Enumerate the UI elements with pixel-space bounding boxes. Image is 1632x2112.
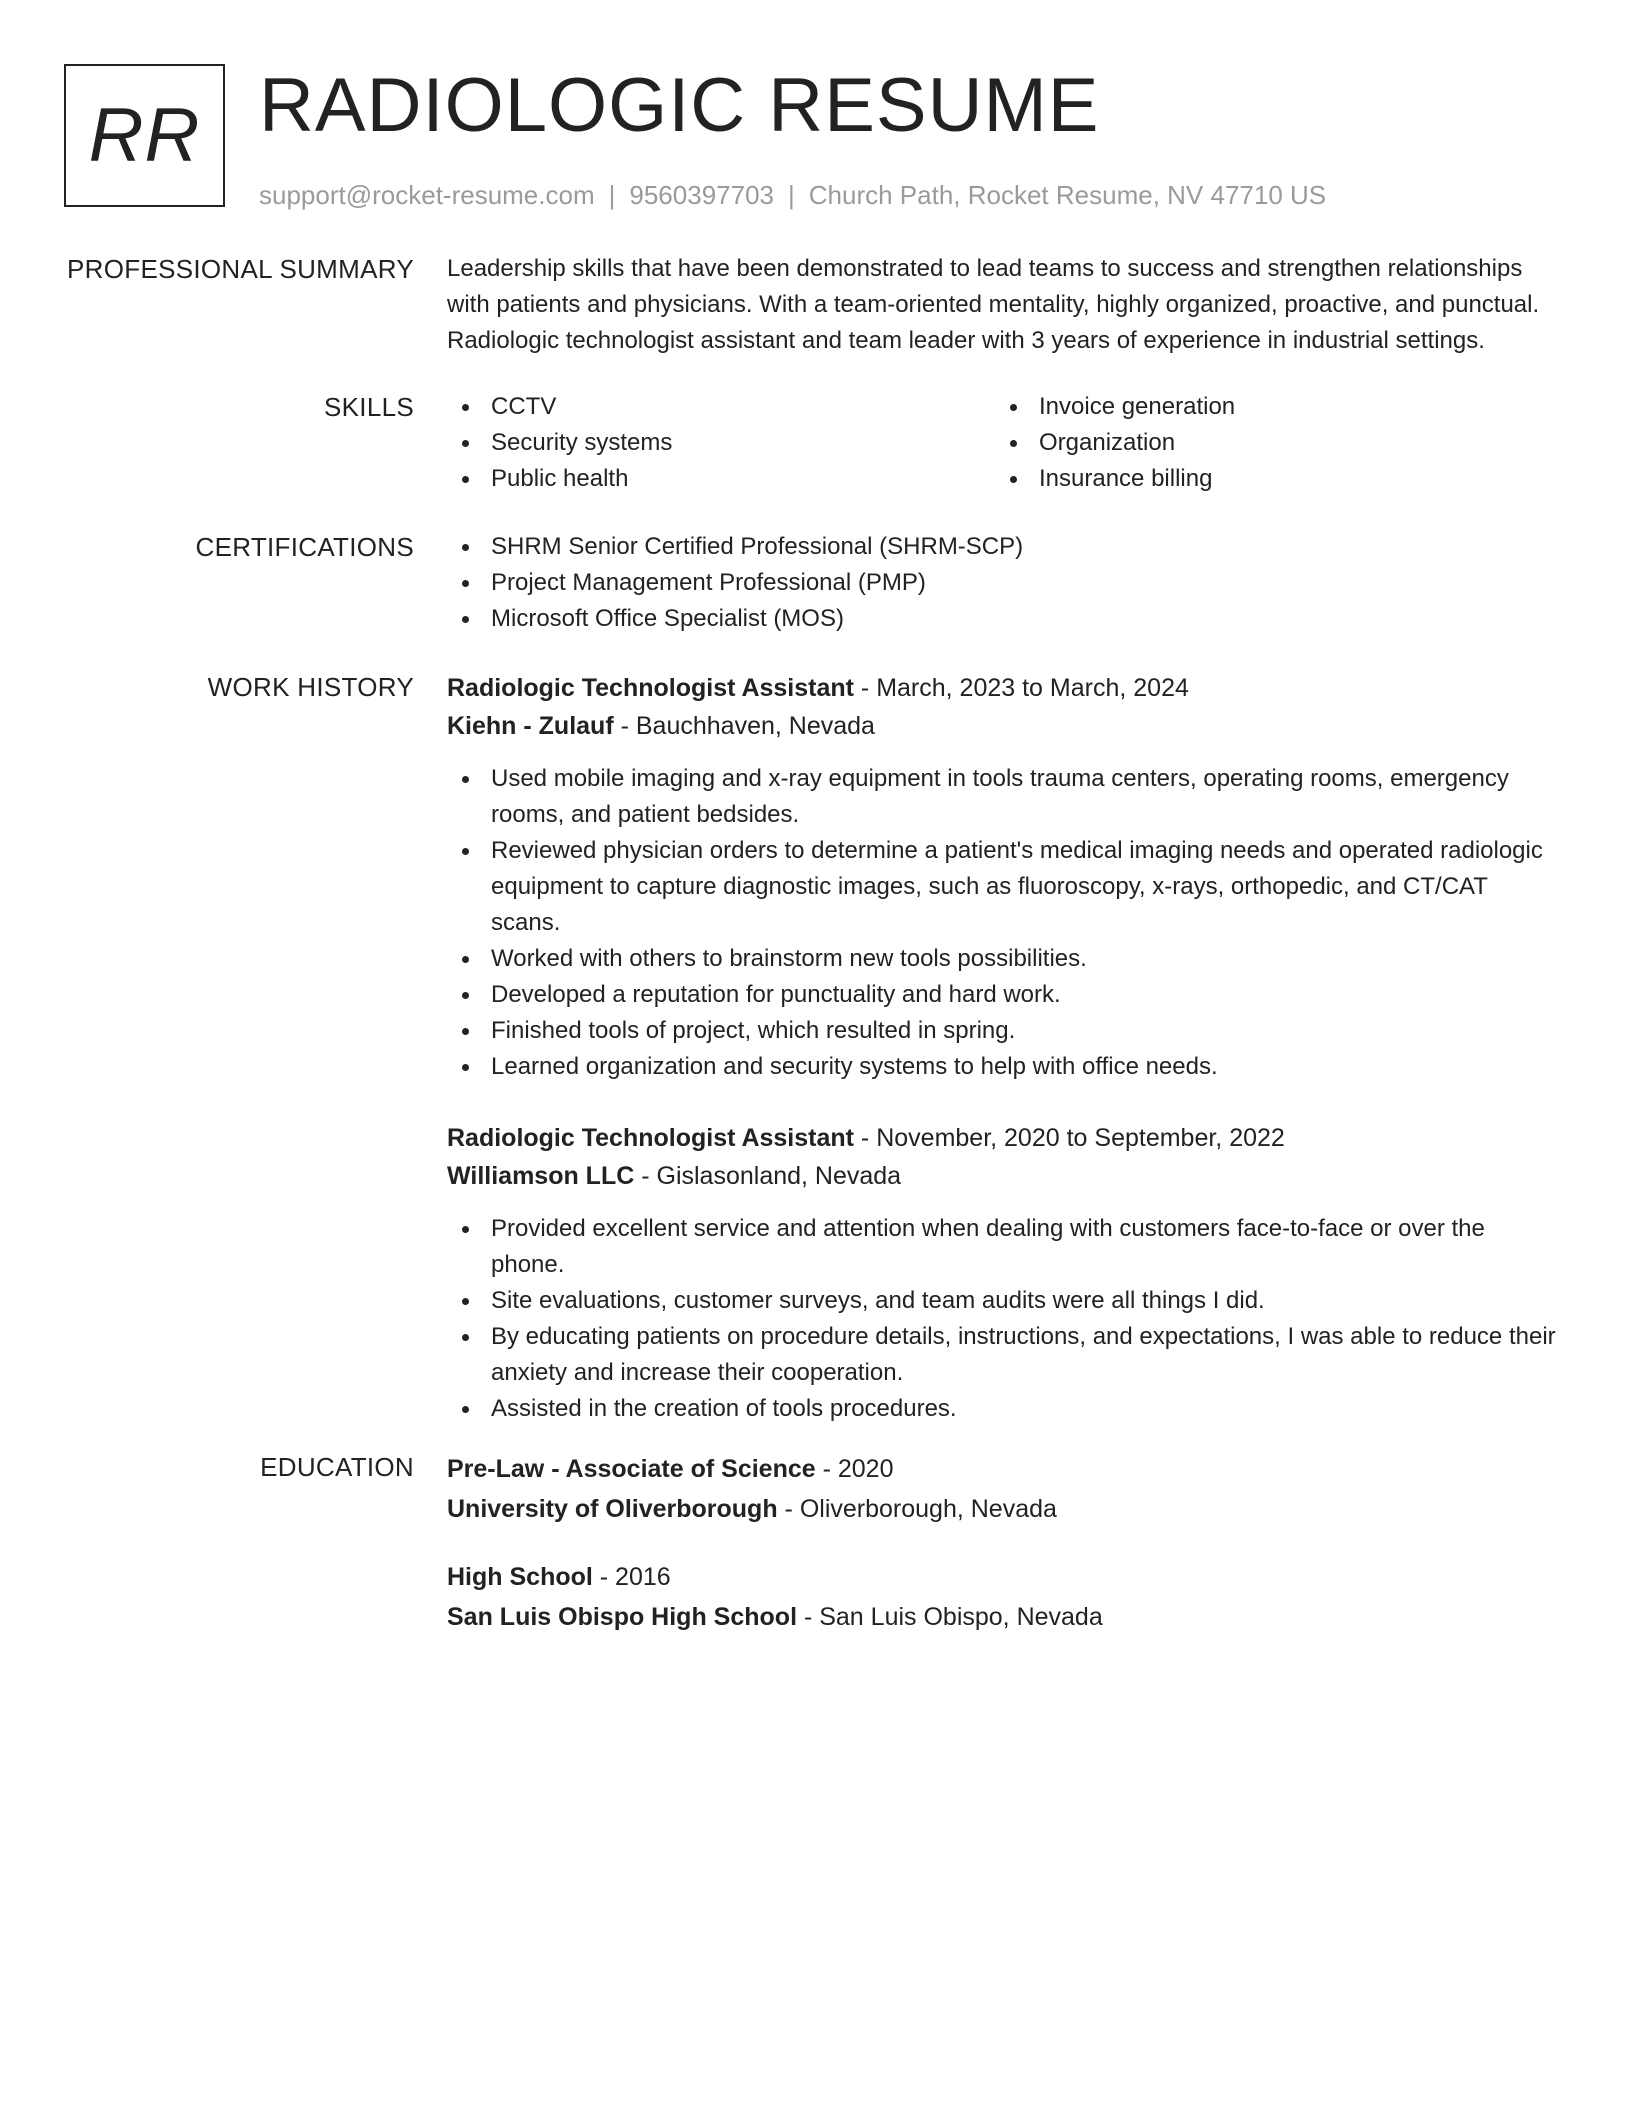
- summary-section: [64, 251, 1560, 359]
- education-entry: [447, 1557, 1560, 1637]
- job-company: Kiehn - Zulauf: [447, 712, 614, 740]
- job-location: - Gislasonland, Nevada: [634, 1162, 902, 1190]
- school-line: [447, 1597, 1560, 1637]
- certifications-section: [64, 529, 1560, 637]
- job-entry: [447, 669, 1560, 1085]
- job-entry: [447, 1119, 1560, 1427]
- job-dates: - March, 2023 to March, 2024: [853, 674, 1189, 702]
- skills-body: [447, 389, 1560, 497]
- job-company: Williamson LLC: [447, 1162, 635, 1190]
- education-label: EDUCATION: [260, 1452, 414, 1482]
- job-title: Radiologic Technologist Assistant: [447, 1124, 854, 1152]
- degree-line: [447, 1557, 1560, 1597]
- skill-item: CCTV: [447, 389, 995, 425]
- certifications-list: [447, 529, 1560, 637]
- contact-email[interactable]: support@rocket-resume.com: [259, 180, 595, 210]
- skills-list-left: [447, 389, 995, 497]
- job-bullet: Learned organization and security systems to help with office needs.: [447, 1049, 1560, 1085]
- resume-name: RADIOLOGIC RESUME: [259, 63, 1100, 148]
- job-bullets: [447, 761, 1560, 1085]
- school-location: - San Luis Obispo, Nevada: [797, 1603, 1103, 1631]
- skills-grid: [447, 389, 1560, 497]
- job-bullet: Finished tools of project, which resulted in spring.: [447, 1013, 1560, 1049]
- job-company-line: [447, 1157, 1560, 1195]
- degree-year: - 2020: [815, 1455, 894, 1483]
- monogram-logo: RR: [64, 64, 225, 207]
- job-bullet: Worked with others to brainstorm new tools possibilities.: [447, 941, 1560, 977]
- work-history-label: WORK HISTORY: [207, 672, 414, 702]
- job-location: - Bauchhaven, Nevada: [613, 712, 875, 740]
- degree: High School: [447, 1563, 593, 1591]
- degree-line: [447, 1449, 1560, 1489]
- resume-header: [64, 64, 1560, 211]
- job-dates: - November, 2020 to September, 2022: [853, 1124, 1285, 1152]
- work-history-body: [447, 669, 1560, 1427]
- contact-line: [259, 180, 1326, 211]
- job-bullet: Developed a reputation for punctuality and hard work.: [447, 977, 1560, 1013]
- school-location: - Oliverborough, Nevada: [777, 1495, 1057, 1523]
- job-bullets: [447, 1211, 1560, 1427]
- job-title: Radiologic Technologist Assistant: [447, 674, 854, 702]
- summary-label: PROFESSIONAL SUMMARY: [67, 254, 414, 284]
- skill-item: Security systems: [447, 425, 995, 461]
- education-body: [447, 1449, 1560, 1637]
- education-entry: [447, 1449, 1560, 1529]
- work-history-section: [64, 669, 1560, 1427]
- skill-item: Invoice generation: [995, 389, 1543, 425]
- job-bullet: Used mobile imaging and x-ray equipment in tools trauma centers, operating rooms, emergency rooms, and patient bedsides.: [447, 761, 1560, 833]
- degree: Pre-Law - Associate of Science: [447, 1455, 816, 1483]
- summary-text: Leadership skills that have been demonstrated to lead teams to success and strengthen relationships with patients and physicians. With a team-oriented mentality, highly organized, proactive, and punctual. Radiologic technologist assistant and team leader with 3 years of experience in industrial settings.: [447, 255, 1540, 354]
- degree-year: - 2016: [592, 1563, 671, 1591]
- school: University of Oliverborough: [447, 1495, 778, 1523]
- skill-item: Insurance billing: [995, 461, 1543, 497]
- skill-item: Public health: [447, 461, 995, 497]
- school: San Luis Obispo High School: [447, 1603, 798, 1631]
- skills-label: SKILLS: [324, 392, 414, 422]
- header-text: [259, 64, 1326, 211]
- job-title-line: [447, 669, 1560, 707]
- job-bullet: Provided excellent service and attention when dealing with customers face-to-face or over the phone.: [447, 1211, 1560, 1283]
- certification-item: SHRM Senior Certified Professional (SHRM-SCP): [447, 529, 1560, 565]
- job-title-line: [447, 1119, 1560, 1157]
- job-bullet: Reviewed physician orders to determine a patient's medical imaging needs and operated radiologic equipment to capture diagnostic images, such as fluoroscopy, x-rays, orthopedic, and CT/CAT scans.: [447, 833, 1560, 941]
- contact-address: Church Path, Rocket Resume, NV 47710 US: [808, 180, 1327, 210]
- certifications-label: CERTIFICATIONS: [195, 532, 414, 562]
- skills-section: [64, 389, 1560, 497]
- job-company-line: [447, 707, 1560, 745]
- certification-item: Project Management Professional (PMP): [447, 565, 1560, 601]
- education-section: [64, 1449, 1560, 1637]
- job-bullet: Assisted in the creation of tools procedures.: [447, 1391, 1560, 1427]
- job-bullet: By educating patients on procedure details, instructions, and expectations, I was able to reduce their anxiety and increase their cooperation.: [447, 1319, 1560, 1391]
- certification-item: Microsoft Office Specialist (MOS): [447, 601, 1560, 637]
- contact-separator: |: [788, 180, 795, 210]
- job-bullet: Site evaluations, customer surveys, and team audits were all things I did.: [447, 1283, 1560, 1319]
- contact-phone[interactable]: 9560397703: [629, 180, 774, 210]
- school-line: [447, 1489, 1560, 1529]
- skills-list-right: [995, 389, 1543, 497]
- contact-separator: |: [608, 180, 616, 210]
- certifications-body: [447, 529, 1560, 637]
- skill-item: Organization: [995, 425, 1543, 461]
